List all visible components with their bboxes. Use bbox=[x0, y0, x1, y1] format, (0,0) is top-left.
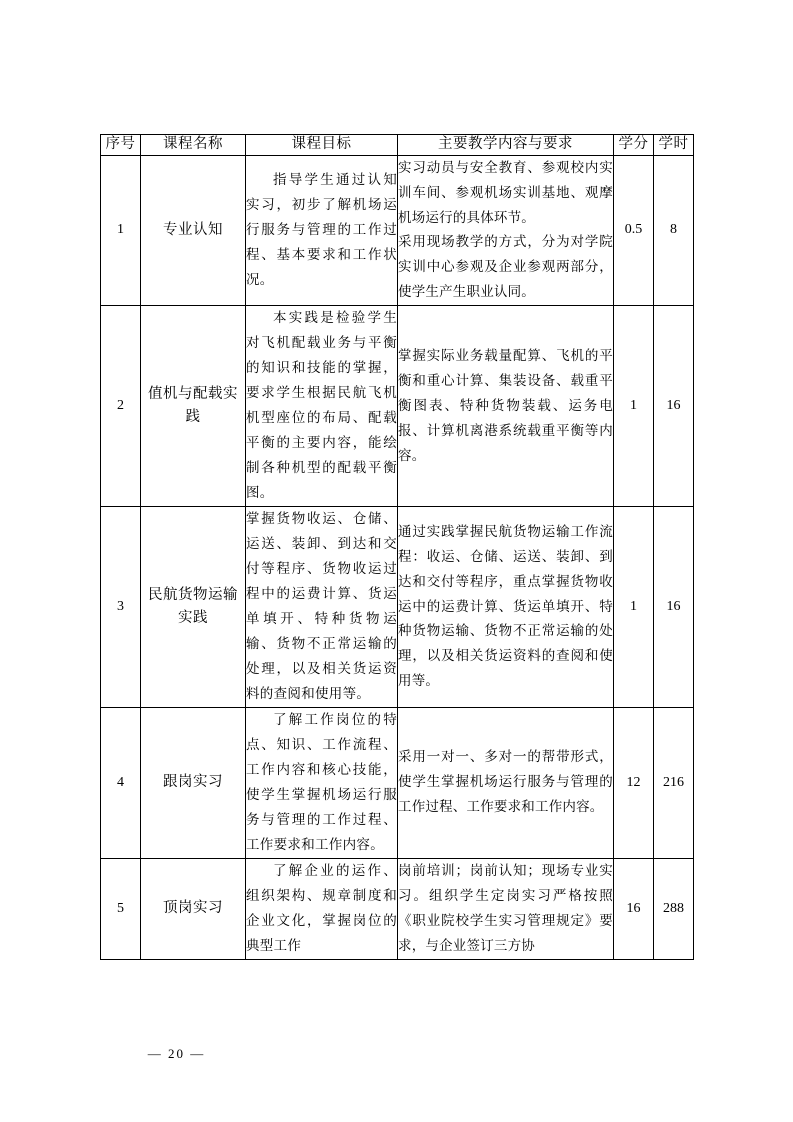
row-course-goal: 了解企业的运作、组织架构、规章制度和企业文化，掌握岗位的典型工作 bbox=[246, 858, 398, 959]
column-header-no: 序号 bbox=[101, 135, 141, 156]
column-header-course-name: 课程名称 bbox=[141, 135, 246, 156]
row-course-name: 跟岗实习 bbox=[141, 707, 246, 858]
row-content bbox=[398, 306, 614, 507]
row-credit: 1 bbox=[614, 507, 654, 708]
column-header-content: 主要教学内容与要求 bbox=[398, 135, 614, 156]
table-row bbox=[101, 507, 694, 708]
table-row bbox=[101, 306, 694, 507]
row-course-goal: 本实践是检验学生对飞机配载业务与平衡的知识和技能的掌握，要求学生根据民航飞机机型座位的布局、配载平衡的主要内容，能绘制各种机型的配载平衡图。 bbox=[246, 306, 398, 507]
row-course-name: 民航货物运输实践 bbox=[141, 507, 246, 708]
row-course-goal: 指导学生通过认知实习，初步了解机场运行服务与管理的工作过程、基本要求和工作状况。 bbox=[246, 155, 398, 306]
table-header-row bbox=[101, 135, 694, 156]
column-header-credit: 学分 bbox=[614, 135, 654, 156]
row-course-name: 顶岗实习 bbox=[141, 858, 246, 959]
row-no: 1 bbox=[101, 155, 141, 306]
row-course-name: 值机与配载实践 bbox=[141, 306, 246, 507]
content-paragraph: 实习动员与安全教育、参观校内实训车间、参观机场实训基地、观摩机场运行的具体环节。 bbox=[398, 159, 613, 225]
row-credit: 16 bbox=[614, 858, 654, 959]
table-row bbox=[101, 858, 694, 959]
course-table bbox=[100, 134, 694, 960]
row-credit: 12 bbox=[614, 707, 654, 858]
table-row bbox=[101, 707, 694, 858]
content-paragraph: 岗前培训；岗前认知；现场专业实习。组织学生定岗实习严格按照《职业院校学生实习管理规定》要求，与企业签订三方协 bbox=[398, 862, 613, 953]
content-paragraph: 采用现场教学的方式，分为对学院实训中心参观及企业参观两部分，使学生产生职业认同。 bbox=[398, 234, 613, 300]
row-content bbox=[398, 858, 614, 959]
course-table-container bbox=[100, 134, 693, 960]
row-hours: 216 bbox=[654, 707, 694, 858]
row-credit: 1 bbox=[614, 306, 654, 507]
row-no: 3 bbox=[101, 507, 141, 708]
row-hours: 288 bbox=[654, 858, 694, 959]
row-no: 2 bbox=[101, 306, 141, 507]
row-hours: 16 bbox=[654, 507, 694, 708]
page-footer bbox=[0, 1046, 793, 1062]
row-no: 5 bbox=[101, 858, 141, 959]
row-hours: 16 bbox=[654, 306, 694, 507]
page-number: — 20 — bbox=[147, 1046, 206, 1061]
row-hours: 8 bbox=[654, 155, 694, 306]
row-no: 4 bbox=[101, 707, 141, 858]
row-course-goal: 了解工作岗位的特点、知识、工作流程、工作内容和核心技能，使学生掌握机场运行服务与管理的工作过程、工作要求和工作内容。 bbox=[246, 707, 398, 858]
table-row bbox=[101, 155, 694, 306]
row-content bbox=[398, 155, 614, 306]
row-content bbox=[398, 507, 614, 708]
row-course-name: 专业认知 bbox=[141, 155, 246, 306]
content-paragraph: 掌握实际业务载量配算、飞机的平衡和重心计算、集装设备、载重平衡图表、特种货物装载、运务电报、计算机离港系统载重平衡等内容。 bbox=[398, 347, 613, 463]
column-header-hours: 学时 bbox=[654, 135, 694, 156]
content-paragraph: 通过实践掌握民航货物运输工作流程：收运、仓储、运送、装卸、到达和交付等程序，重点掌握货物收运中的运费计算、货运单填开、特种货物运输、货物不正常运输的处理，以及相关货运资料的查阅和使用等。 bbox=[398, 523, 613, 689]
column-header-course-goal: 课程目标 bbox=[246, 135, 398, 156]
row-course-goal: 掌握货物收运、仓储、运送、装卸、到达和交付等程序、货物收运过程中的运费计算、货运单填开、特种货物运输、货物不正常运输的处理，以及相关货运资料的查阅和使用等。 bbox=[246, 507, 398, 708]
row-content bbox=[398, 707, 614, 858]
row-credit: 0.5 bbox=[614, 155, 654, 306]
content-paragraph: 采用一对一、多对一的帮带形式，使学生掌握机场运行服务与管理的工作过程、工作要求和工作内容。 bbox=[398, 749, 613, 815]
